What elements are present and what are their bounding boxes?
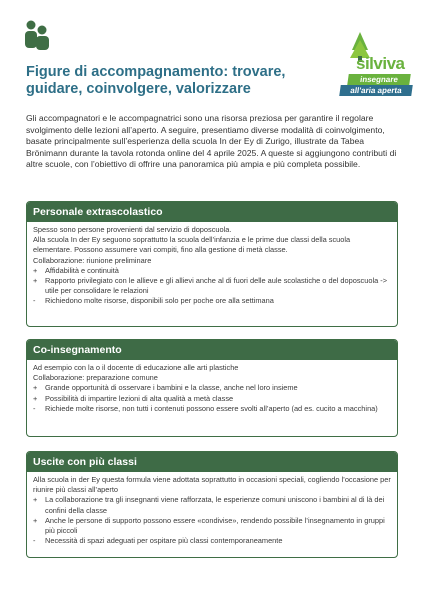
list-item-text: La collaborazione tra gli insegnanti viene rafforzata, le esperienze comuni uniscono i bambini al di là dei confini della classe bbox=[45, 495, 385, 515]
plus-marker: + bbox=[33, 383, 38, 393]
minus-marker: - bbox=[33, 403, 36, 413]
section-body bbox=[27, 360, 397, 419]
minus-marker: - bbox=[33, 536, 36, 546]
section-line: Ad esempio con la o il docente di educazione alle arti plastiche bbox=[33, 363, 239, 372]
list-item bbox=[33, 266, 391, 276]
logo-banner bbox=[340, 74, 412, 96]
list-item-text: Necessità di spazi adeguati per ospitare più classi contemporaneamente bbox=[45, 536, 283, 546]
list-item bbox=[33, 383, 391, 393]
section-line: Collaborazione: preparazione comune bbox=[33, 373, 158, 383]
list-item bbox=[33, 394, 391, 404]
section-body bbox=[27, 472, 397, 551]
plus-marker: + bbox=[33, 276, 38, 286]
section-uscite-con-piu-classi bbox=[26, 451, 398, 558]
list-item bbox=[33, 404, 391, 414]
plus-marker: + bbox=[33, 265, 38, 275]
logo-wordmark: silviva bbox=[356, 54, 405, 73]
logo-banner-line2: all'aria aperta bbox=[339, 85, 413, 96]
section-co-insegnamento bbox=[26, 339, 398, 437]
section-body bbox=[27, 222, 397, 312]
logo-banner-line1: insegnare bbox=[347, 74, 411, 85]
list-item-text: Richiedono molte risorse, disponibili solo per poche ore alla settimana bbox=[45, 296, 274, 306]
plus-marker: + bbox=[33, 495, 38, 505]
list-item-text: Anche le persone di supporto possono essere «condivise», rendendo possibile l’insegnamento in gruppi più piccoli bbox=[45, 515, 385, 536]
intro-paragraph: Gli accompagnatori e le accompagnatrici sono una risorsa preziosa per garantire il regolare svolgimento delle lezioni all’aperto. A seguire, presentiamo diverse modalità di coinvolgimento, basate principalmente sull’esperienza della scuola In der Ey di Zurigo, illustrate da Tabea Brönimann durante la tavola rotonda online del 4 aprile 2025. A queste si aggiungono contributi di altre scuole, con l’obiettivo di offrire una panoramica più ampia e più completa possibile. bbox=[26, 113, 397, 170]
list-item-text: Grande opportunità di osservare i bambini e la classe, anche nel loro insieme bbox=[45, 383, 298, 393]
section-heading: Co-insegnamento bbox=[27, 340, 397, 360]
section-line: Alla scuola in der Ey questa formula viene adottata soprattutto in occasioni speciali, cogliendo l’occasione per riunire più classi all’aperto bbox=[33, 475, 391, 495]
section-heading: Uscite con più classi bbox=[27, 452, 397, 472]
list-item-text: Rapporto privilegiato con le allieve e gli allievi anche al di fuori delle aule scolastiche o del doposcuola -> utile per consolidare le relazioni bbox=[45, 276, 388, 296]
section-heading: Personale extrascolastico bbox=[27, 202, 397, 222]
list-item bbox=[33, 296, 391, 306]
list-item bbox=[33, 276, 391, 296]
page-title: Figure di accompagnamento: trovare, guidare, coinvolgere, valorizzare bbox=[26, 64, 286, 97]
section-line: Alla scuola In der Ey seguono soprattutto la scuola dell’infanzia e le prime due classi della scuola elementare. Possono assumere vari compiti, fino alla gestione di metà classe. bbox=[33, 235, 351, 255]
list-item bbox=[33, 516, 391, 536]
list-item-text: Richiede molte risorse, non tutti i contenuti possono essere svolti all’aperto (ad es. cucito a macchina) bbox=[45, 403, 378, 413]
section-line: Spesso sono persone provenienti dal servizio di doposcuola. bbox=[33, 225, 232, 234]
plus-marker: + bbox=[33, 393, 38, 403]
minus-marker: - bbox=[33, 296, 36, 306]
section-personale-extrascolastico bbox=[26, 201, 398, 327]
section-line: Collaborazione: riunione preliminare bbox=[33, 255, 152, 265]
plus-marker: + bbox=[33, 515, 38, 525]
list-item-text: Affidabilità e continuità bbox=[45, 265, 119, 275]
list-item-text: Possibilità di impartire lezioni di alta qualità a metà classe bbox=[45, 393, 234, 403]
people-icon bbox=[24, 20, 50, 50]
list-item bbox=[33, 495, 391, 515]
list-item bbox=[33, 536, 391, 546]
